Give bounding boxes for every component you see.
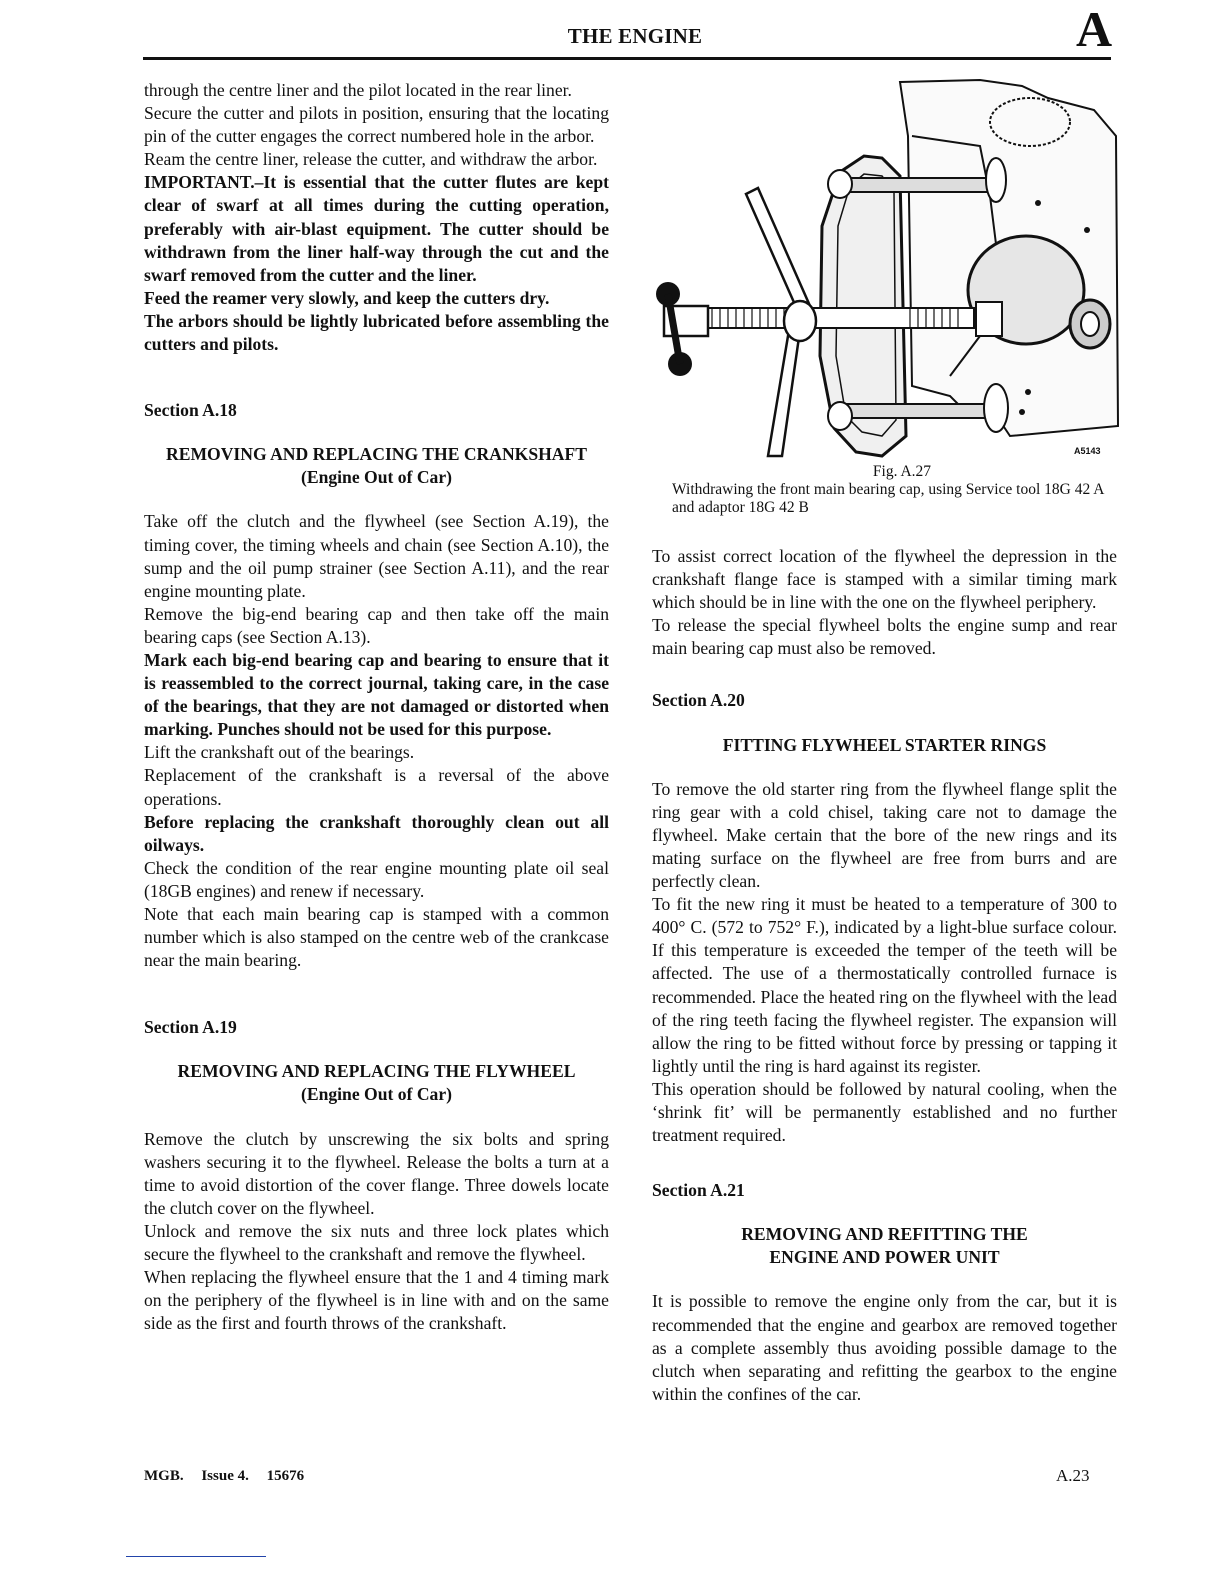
section-a21-title: REMOVING AND REFITTING THE: [741, 1224, 1028, 1245]
paragraph: It is possible to remove the engine only from the car, but it is recommended that the engine and gearbox are removed together as a complete assembly thus avoiding possible damage to the clutch when separating and refitting the gearbox to the engine within the confines of the car.: [652, 1291, 1117, 1404]
puller-bottom-leg: [846, 404, 996, 418]
paragraph: Unlock and remove the six nuts and three lock plates which secure the flywheel to the crankshaft and remove the flywheel.: [144, 1220, 609, 1265]
paragraph: This operation should be followed by natural cooling, when the ‘shrink fit’ will be permanently established and no further treatment required.: [652, 1078, 1117, 1146]
paragraph: Before replacing the crankshaft thoroughly clean out all oilways.: [144, 811, 609, 855]
section-a18-subtitle: (Engine Out of Car): [300, 467, 452, 488]
crankshaft-bore: [1081, 312, 1099, 336]
puller-handle: [746, 188, 810, 316]
paragraph: Lift the crankshaft out of the bearings.: [144, 742, 415, 763]
paragraph: To remove the old starter ring from the flywheel flange split the ring gear with a cold chisel, taking care not to damage the flywheel. Make certain that the bore of the new rings and its mating surface on the flywheel are free from burrs and are perfectly clean.: [652, 778, 1117, 892]
figure-caption: [672, 463, 1112, 517]
section-a21-label: Section A.21: [652, 1180, 745, 1201]
footer-info: [144, 1468, 318, 1485]
figure-caption-text: Withdrawing the front main bearing cap, using Service tool 18G 42 A and adaptor 18G 42 B: [672, 481, 1104, 516]
paragraph: through the centre liner and the pilot located in the rear liner.: [144, 80, 572, 100]
puller-top-leg: [846, 178, 996, 192]
paragraph: Remove the clutch by unscrewing the six bolts and spring washers securing it to the flywheel. Release the bolts a turn at a time to avoid distortion of the cover flange. Three dowels locate the clutch cover on the flywheel.: [144, 1128, 609, 1218]
right-column: [652, 545, 1117, 1406]
leg-end: [984, 384, 1008, 432]
header-rule: [143, 57, 1111, 60]
leg-end: [986, 158, 1006, 202]
paragraph: To fit the new ring it must be heated to a temperature of 300 to 400° C. (572 to 752° F.), indicated by a light-blue surface colour. If this temperature is exceeded the temper of the teeth will be affected. The use of a thermostatically controlled furnace is recommended. Place the heated ring on the flywheel with the lead of the ring teeth facing the flywheel register. The expansion will allow the ring to be fitted without force by pressing or tapping it lightly until the ring is hard against its register.: [652, 894, 1117, 1076]
footer-code: 15676: [266, 1468, 305, 1484]
paragraph: Mark each big-end bearing cap and bearing to ensure that it is reassembled to the correct journal, taking care, in the case of the bearings, that they are not damaged or distorted when marking. Punches should not be used for this purpose.: [144, 649, 609, 740]
block-bolt-hole: [1019, 409, 1025, 415]
section-a21-title-line2: ENGINE AND POWER UNIT: [769, 1247, 1000, 1268]
leg-nut: [828, 170, 852, 198]
footer-issue: Issue 4.: [201, 1468, 249, 1484]
paragraph: Remove the big-end bearing cap and then take off the main bearing caps (see Section A.13).: [144, 603, 609, 647]
paragraph: Feed the reamer very slowly, and keep the cutters dry.: [144, 287, 550, 308]
puller-handle: [768, 330, 800, 456]
paragraph: Take off the clutch and the flywheel (see Section A.19), the timing cover, the timing wheels and chain (see Section A.10), the sump and the oil pump strainer (see Section A.11), and the rear engine mounting plate.: [144, 511, 609, 601]
paragraph: Replacement of the crankshaft is a reversal of the above operations.: [144, 765, 609, 809]
leg-nut: [828, 402, 852, 430]
section-a19-title: REMOVING AND REPLACING THE FLYWHEEL: [177, 1061, 576, 1082]
page-number: A.23: [1056, 1466, 1090, 1485]
handle-hub: [784, 301, 816, 341]
figure-a27-illustration: [650, 76, 1120, 464]
section-a18-label: Section A.18: [144, 400, 237, 421]
section-a20-label: Section A.20: [652, 690, 745, 711]
section-letter: A: [1076, 1, 1113, 57]
section-a20-title: FITTING FLYWHEEL STARTER RINGS: [722, 734, 1047, 755]
section-a19-subtitle: (Engine Out of Car): [300, 1084, 452, 1105]
block-bolt-hole: [1025, 389, 1031, 395]
block-bolt-hole: [1035, 200, 1041, 206]
paragraph: Check the condition of the rear engine mounting plate oil seal (18GB engines) and renew if necessary.: [144, 857, 609, 901]
paragraph: When replacing the flywheel ensure that the 1 and 4 timing mark on the periphery of the flywheel is in line with and on the same side as the first and fourth throws of the crankshaft.: [144, 1267, 609, 1334]
block-bolt-hole: [1084, 227, 1090, 233]
adaptor-nut: [976, 302, 1002, 336]
paragraph: Secure the cutter and pilots in position, ensuring that the locating pin of the cutter engages the correct numbered hole in the arbor.: [144, 103, 609, 147]
footer-model: MGB.: [144, 1468, 184, 1484]
left-column: [144, 79, 609, 1335]
paragraph: Note that each main bearing cap is stamped with a common number which is also stamped on the centre web of the crankcase near the main bearing.: [144, 904, 609, 971]
paragraph: Ream the centre liner, release the cutter, and withdraw the arbor.: [144, 149, 598, 170]
figure-number: Fig. A.27: [872, 463, 932, 480]
figure-id-label: A5143: [1074, 446, 1101, 456]
section-a18-title: REMOVING AND REPLACING THE CRANKSHAFT: [166, 444, 587, 465]
page-header-title: THE ENGINE: [567, 24, 703, 48]
section-a19-label: Section A.19: [144, 1017, 237, 1038]
paragraph: To assist correct location of the flywheel the depression in the crankshaft flange face is stamped with a similar timing mark which should be in line with the one on the flywheel periphery.: [652, 546, 1117, 613]
footnote-rule: [126, 1556, 266, 1557]
paragraph: The arbors should be lightly lubricated before assembling the cutters and pilots.: [144, 310, 609, 355]
paragraph: To release the special flywheel bolts the engine sump and rear main bearing cap must also be removed.: [652, 615, 1117, 659]
important-note: IMPORTANT.–It is essential that the cutter flutes are kept clear of swarf at all times during the cutting operation, preferably with air-blast equipment. The cutter should be withdrawn from the liner half-way through the cut and the swarf removed from the cutter and the liner.: [144, 172, 609, 285]
